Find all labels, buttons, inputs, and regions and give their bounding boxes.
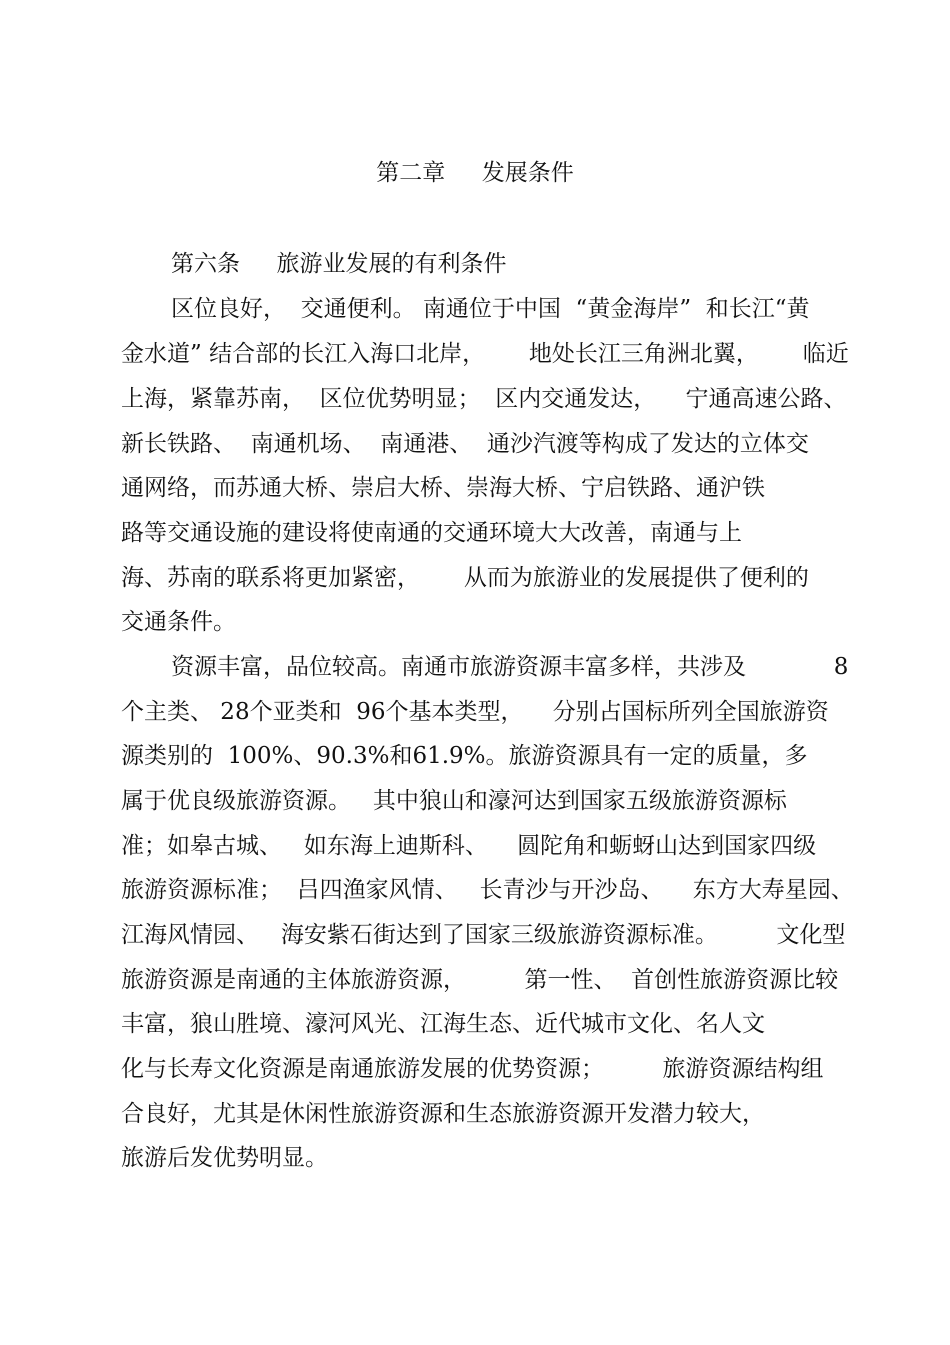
paragraph-line: 交通条件。 (121, 609, 236, 635)
paragraph-line: 路等交通设施的建设将使南通的交通环境大大改善，南通与上 (121, 520, 742, 546)
paragraph-line: 资源丰富，品位较高。南通市旅游资源丰富多样，共涉及 8 (171, 654, 849, 680)
paragraph-line: 江海风情园、 海安紫石街达到了国家三级旅游资源标准。 文化型 (121, 922, 846, 948)
chapter-title: 第二章 发展条件 (376, 160, 574, 186)
paragraph-line: 源类别的 100%、90.3%和61.9%。旅游资源具有一定的质量，多 (121, 743, 808, 769)
paragraph-line: 海、苏南的联系将更加紧密， 从而为旅游业的发展提供了便利的 (121, 565, 809, 591)
paragraph-line: 上海，紧靠苏南， 区位优势明显； 区内交通发达， 宁通高速公路、 (121, 386, 847, 412)
paragraph-line: 个主类、 28个亚类和 96个基本类型， 分别占国标所列全国旅游资 (121, 699, 829, 725)
paragraph-line: 金水道” 结合部的长江入海口北岸， 地处长江三角洲北翼， 临近 (121, 341, 849, 367)
article-heading: 第六条 旅游业发展的有利条件 (171, 251, 507, 277)
paragraph-line: 属于优良级旅游资源。 其中狼山和濠河达到国家五级旅游资源标 (121, 788, 787, 814)
paragraph-line: 化与长寿文化资源是南通旅游发展的优势资源； 旅游资源结构组 (121, 1056, 824, 1082)
paragraph-line: 旅游资源标准； 吕四渔家风情、 长青沙与开沙岛、 东方大寿星园、 (121, 877, 854, 903)
paragraph-line: 合良好，尤其是休闲性旅游资源和生态旅游资源开发潜力较大， (121, 1101, 765, 1127)
paragraph-line: 区位良好， 交通便利。 南通位于中国 “黄金海岸” 和长江“黄 (171, 296, 810, 322)
paragraph-line: 旅游资源是南通的主体旅游资源， 第一性、 首创性旅游资源比较 (121, 967, 839, 993)
paragraph-line: 准；如皋古城、 如东海上迪斯科、 圆陀角和蛎蚜山达到国家四级 (121, 833, 817, 859)
paragraph-line: 旅游后发优势明显。 (121, 1145, 328, 1171)
paragraph-line: 丰富，狼山胜境、濠河风光、江海生态、近代城市文化、名人文 (121, 1011, 765, 1037)
paragraph-line: 新长铁路、 南通机场、 南通港、 通沙汽渡等构成了发达的立体交 (121, 431, 809, 457)
paragraph-line: 通网络，而苏通大桥、崇启大桥、崇海大桥、宁启铁路、通沪铁 (121, 475, 765, 501)
